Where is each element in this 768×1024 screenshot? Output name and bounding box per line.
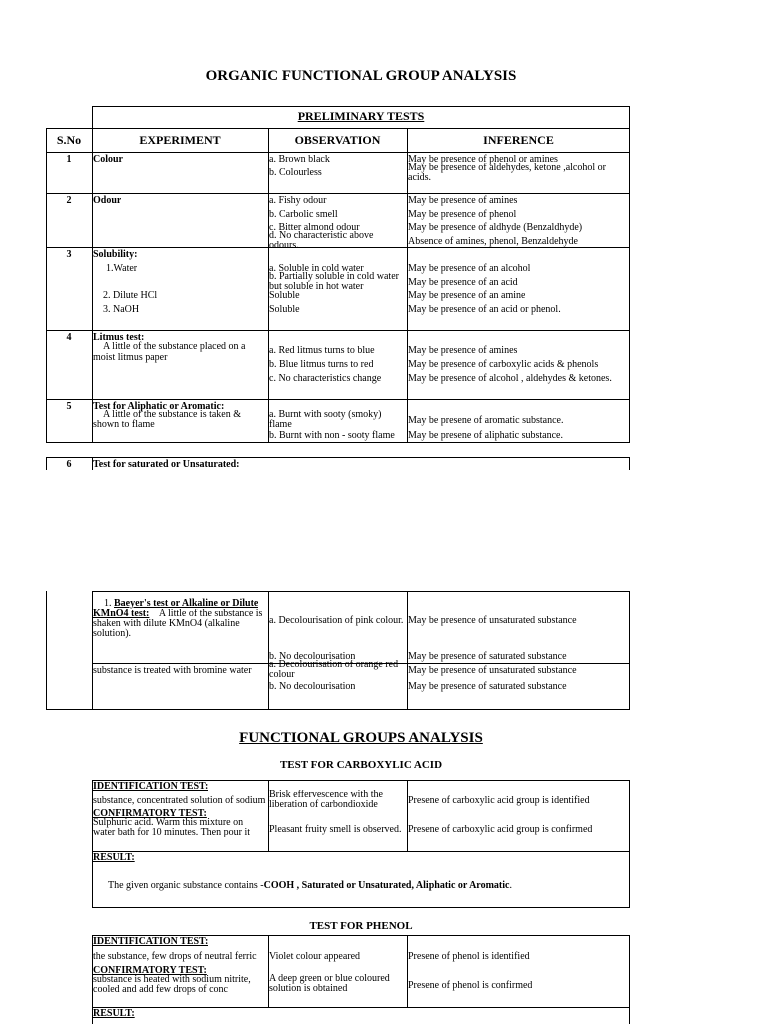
row5-obs-b: b. Burnt with non - sooty flame bbox=[269, 430, 395, 441]
row3-experiment: Solubility: bbox=[93, 249, 138, 260]
row2-obs-a: a. Fishy odour bbox=[269, 195, 327, 206]
header-inference: INFERENCE bbox=[483, 133, 554, 147]
row1-obs-b: b. Colourless bbox=[269, 167, 322, 178]
header-observation: OBSERVATION bbox=[294, 133, 381, 147]
row5-inf-b: May be presene of aliphatic substance. bbox=[408, 430, 563, 441]
row3-obs-a: a. Soluble in cold water bbox=[269, 263, 364, 274]
row3-inf-c: May be presence of an amine bbox=[408, 290, 526, 301]
carboxylic-conf-label: CONFIRMATORY TEST: bbox=[93, 808, 207, 819]
row4-inf-c: May be presence of alcohol , aldehydes & ketones. bbox=[408, 373, 612, 384]
row2-sno: 2 bbox=[66, 195, 72, 206]
row1-sno: 1 bbox=[66, 154, 72, 165]
row1-inf-b: May be presence of aldehydes, ketone ,alcohol or acids. bbox=[408, 163, 606, 183]
row6b-obs-a: a. Decolourisation of pink colour. bbox=[269, 615, 404, 626]
row2-experiment: Odour bbox=[93, 195, 122, 206]
row6b-inf-b: May be presence of saturated substance bbox=[408, 651, 567, 662]
row6b-inf-a: May be presence of unsaturated substance bbox=[408, 615, 577, 626]
row3-obs-b: b. Partially soluble in cold water but soluble in hot water bbox=[269, 272, 399, 292]
row4-inf-a: May be presence of amines bbox=[408, 345, 518, 356]
phenol-id-label: IDENTIFICATION TEST: bbox=[93, 936, 209, 947]
row4-sno: 4 bbox=[66, 332, 72, 343]
row3-exp-naoh: 3. NaOH bbox=[103, 304, 140, 315]
row4-obs-a: a. Red litmus turns to blue bbox=[269, 345, 375, 356]
row4-experiment: Litmus test: bbox=[93, 332, 145, 343]
row6b-title-line1: Baeyer's test or Alkaline or Dilute bbox=[114, 598, 259, 609]
row3-inf-b: May be presence of an acid bbox=[408, 277, 518, 288]
row2-inf-c: May be presence of aldhyde (Benzaldhyde) bbox=[408, 222, 583, 233]
row3-sno: 3 bbox=[66, 249, 72, 260]
row2-obs-b: b. Carbolic smell bbox=[269, 209, 338, 220]
header-experiment: EXPERIMENT bbox=[139, 133, 221, 147]
phenol-result-label: RESULT: bbox=[93, 1008, 135, 1019]
phenol-conf-obs: A deep green or blue coloured solution is obtained bbox=[269, 974, 390, 994]
row6b-obs-b: b. No decolourisation bbox=[269, 651, 356, 662]
phenol-id-obs: Violet colour appeared bbox=[269, 951, 361, 962]
row6c-inf-b: May be presence of saturated substance bbox=[408, 681, 567, 692]
functional-groups-title: FUNCTIONAL GROUPS ANALYSIS bbox=[239, 730, 483, 746]
phenol-id-inf: Presene of phenol is identified bbox=[408, 951, 530, 962]
row3-obs-d: Soluble bbox=[269, 304, 300, 315]
row2-inf-b: May be presence of phenol bbox=[408, 209, 517, 220]
row4-exp-desc: A little of the substance placed on a moist litmus paper bbox=[93, 341, 246, 363]
row2-obs-c: c. Bitter almond odour bbox=[269, 222, 360, 233]
carboxylic-id-exp: substance, concentrated solution of sodium bbox=[93, 795, 266, 806]
phenol-conf-exp: substance is heated with sodium nitrite, cooled and add few drops of conc bbox=[93, 975, 251, 995]
row2-obs-d: d. No characteristic above odours. bbox=[269, 231, 374, 247]
row4-obs-c: c. No characteristics change bbox=[269, 373, 382, 384]
header-sno: S.No bbox=[56, 133, 82, 147]
carboxylic-result-text: The given organic substance contains -COOH , Saturated or Unsaturated, Aliphatic or Aromatic. bbox=[108, 880, 512, 891]
row6c-exp-desc: substance is treated with bromine water bbox=[93, 665, 252, 676]
carboxylic-conf-exp: Sulphuric acid. Warm this mixture on water bath for 10 minutes. Then pour it bbox=[93, 818, 251, 837]
row5-experiment: Test for Aliphatic or Aromatic: bbox=[93, 401, 225, 412]
row6-experiment: Test for saturated or Unsaturated: bbox=[93, 459, 240, 470]
row6c-obs-b: b. No decolourisation bbox=[269, 681, 356, 692]
carboxylic-id-label: IDENTIFICATION TEST: bbox=[93, 781, 209, 792]
row1-inf-a: May be presence of phenol or amines bbox=[408, 154, 558, 165]
row3-inf-d: May be presence of an acid or phenol. bbox=[408, 304, 561, 315]
document-title: ORGANIC FUNCTIONAL GROUP ANALYSIS bbox=[205, 68, 517, 84]
carboxylic-conf-obs: Pleasant fruity smell is observed. bbox=[269, 824, 402, 835]
row5-obs-a: a. Burnt with sooty (smoky) flame bbox=[269, 410, 382, 429]
row2-inf-d: Absence of amines, phenol, Benzaldehyde bbox=[408, 236, 578, 247]
carboxylic-heading: TEST FOR CARBOXYLIC ACID bbox=[279, 759, 443, 771]
phenol-id-exp: the substance, few drops of neutral ferric bbox=[93, 951, 257, 962]
row6c-inf-a: May be presence of unsaturated substance bbox=[408, 665, 577, 676]
row4-obs-b: b. Blue litmus turns to red bbox=[269, 359, 374, 370]
row3-inf-a: May be presence of an alcohol bbox=[408, 263, 531, 274]
phenol-conf-inf: Presene of phenol is confirmed bbox=[408, 980, 533, 991]
row6b-exp-desc: KMnO4 test: A little of the substance is shaken with dilute KMnO4 (alkaline solution). bbox=[93, 609, 263, 639]
row6b-num: 1. bbox=[104, 598, 112, 609]
row5-exp-desc: A little of the substance is taken & shown to flame bbox=[93, 410, 242, 429]
carboxylic-id-obs: Brisk effervescence with the liberation of carbondioxide bbox=[269, 790, 383, 809]
row2-inf-a: May be presence of amines bbox=[408, 195, 518, 206]
carboxylic-conf-inf: Presene of carboxylic acid group is confirmed bbox=[408, 824, 593, 835]
row1-obs-a: a. Brown black bbox=[269, 154, 330, 165]
row1-experiment: Colour bbox=[93, 154, 123, 165]
phenol-heading: TEST FOR PHENOL bbox=[309, 920, 413, 932]
row6c-obs-a: a. Decolourisation of orange red colour bbox=[269, 660, 399, 678]
row3-exp-hcl: 2. Dilute HCl bbox=[103, 290, 158, 301]
row4-inf-b: May be presence of carboxylic acids & phenols bbox=[408, 359, 599, 370]
carboxylic-result-label: RESULT: bbox=[93, 852, 135, 863]
phenol-conf-label: CONFIRMATORY TEST: bbox=[93, 965, 207, 976]
row3-exp-water: 1.Water bbox=[106, 263, 138, 274]
row5-inf-a: May be presene of aromatic substance. bbox=[408, 415, 564, 426]
row5-sno: 5 bbox=[66, 401, 72, 412]
carboxylic-id-inf: Presene of carboxylic acid group is identified bbox=[408, 795, 590, 806]
row6-sno: 6 bbox=[66, 459, 72, 470]
row3-obs-c: Soluble bbox=[269, 290, 300, 301]
preliminary-title: PRELIMINARY TESTS bbox=[297, 109, 425, 123]
